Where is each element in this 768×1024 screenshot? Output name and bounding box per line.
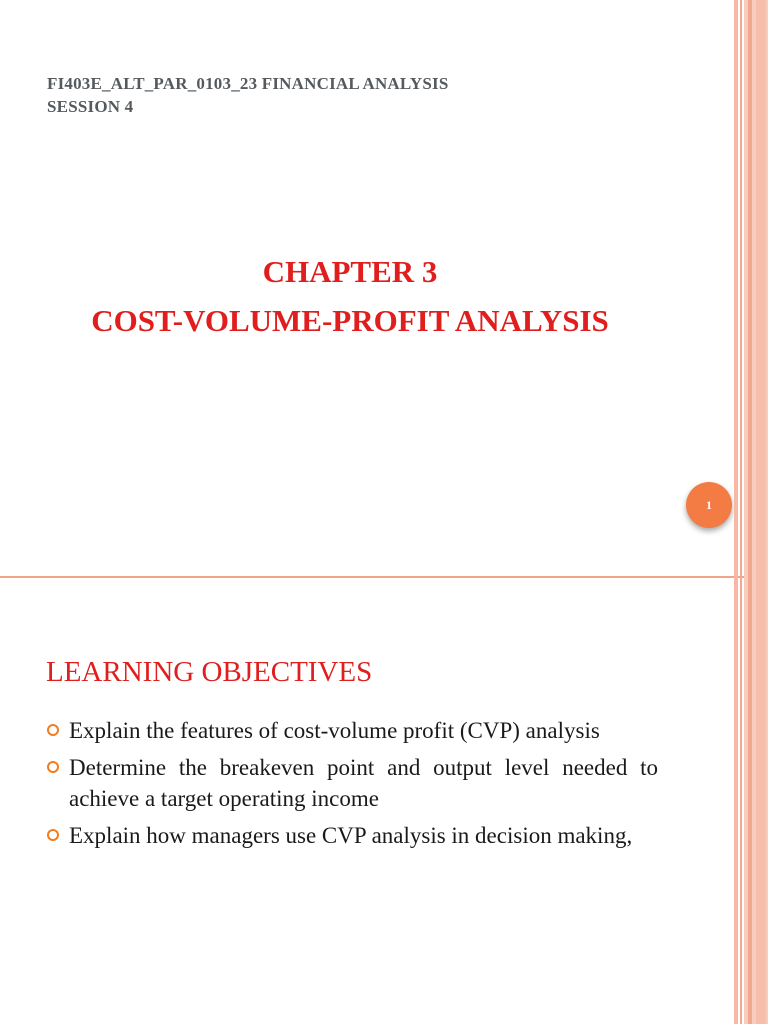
session-line: SESSION 4 — [47, 97, 134, 116]
course-code-line: FI403E_ALT_PAR_0103_23 FINANCIAL ANALYSIS — [47, 74, 449, 93]
learning-objectives-title: LEARNING OBJECTIVES — [46, 656, 373, 688]
circle-bullet-icon — [47, 724, 59, 736]
objective-item — [46, 715, 658, 746]
stripe — [740, 0, 742, 1024]
stripe — [734, 0, 738, 1024]
circle-bullet-icon — [47, 761, 59, 773]
decorative-stripes — [734, 0, 768, 1024]
objective-item — [46, 752, 658, 814]
chapter-title: COST-VOLUME-PROFIT ANALYSIS — [91, 303, 609, 338]
course-header — [47, 72, 448, 118]
objective-text: Explain how managers use CVP analysis in decision making, — [69, 823, 633, 848]
objective-item — [46, 820, 658, 851]
page-number-badge: 1 — [686, 482, 732, 528]
stripe — [756, 0, 766, 1024]
chapter-number: CHAPTER 3 — [262, 254, 438, 289]
objectives-list — [46, 715, 658, 857]
circle-bullet-icon — [47, 829, 59, 841]
stripe — [748, 0, 752, 1024]
objective-text: Explain the features of cost-volume profit (CVP) analysis — [69, 718, 600, 743]
objective-text: Determine the breakeven point and output level needed to achieve a target operating income — [69, 755, 658, 811]
